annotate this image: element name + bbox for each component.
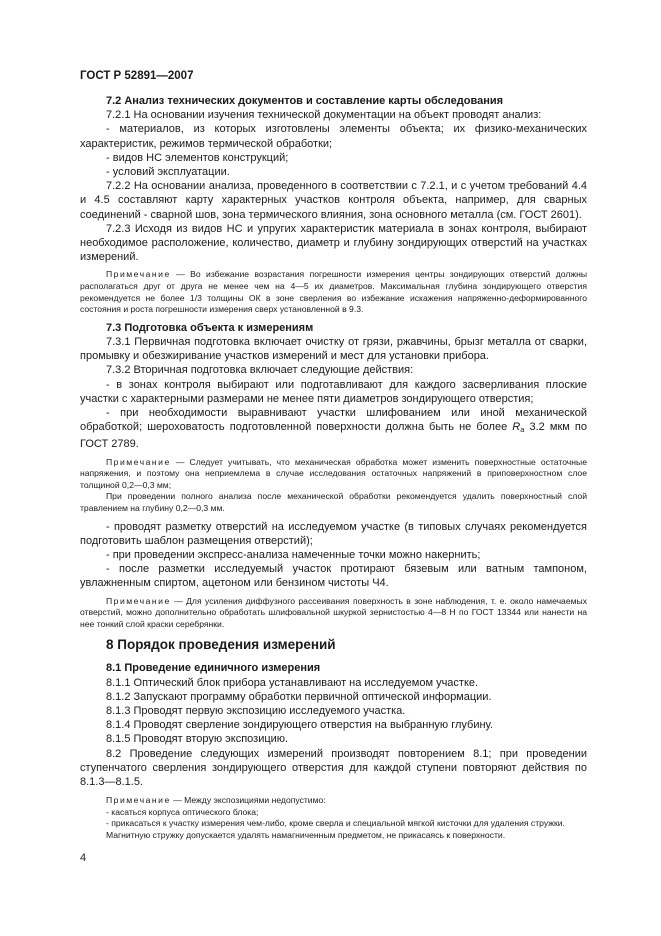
list-item: - материалов, из которых изготовлены элементы объекта; их физико-механических характеристик, режимов термической обработки;	[80, 123, 587, 150]
note-7-3-2	[80, 457, 587, 492]
paragraph-8-1-4: 8.1.4 Проводят сверление зондирующего отверстия на выбранную глубину.	[106, 719, 493, 732]
note-7-2	[80, 269, 587, 315]
list-item: - в зонах контроля выбирают или подготавливают для каждого засверливания плоские участки с характерными размерами не менее пяти диаметров зондирующего отверстия;	[80, 378, 587, 405]
note-text: — Между экспозициями недопустимо:	[170, 795, 326, 806]
list-item: - видов НС элементов конструкций;	[106, 151, 289, 164]
page-content	[80, 94, 587, 842]
list-item-roughness: - при необходимости выравнивают участки шлифованием или иной механической обработкой; шероховатость подготовленной поверхности должна быть не более $R_a$ 3.2 мкм по ГОСТ 2789.	[80, 407, 587, 451]
paragraph-7-2-1: 7.2.1 На основании изучения технической документации на объект проводят анализ:	[106, 109, 542, 122]
section-8-1-heading: 8.1 Проведение единичного измерения	[106, 662, 321, 675]
note-7-3-final	[80, 596, 587, 631]
paragraph-8-1-3: 8.1.3 Проводят первую экспозицию исследуемого участка.	[106, 705, 406, 718]
note-text: — Во избежание возрастания погрешности измерения центры зондирующих отверстий должны располагаться друг от друга не менее чем на 4—5 их диаметров. Максимальная глубина зондирующего отверстия рекомендуется не более 1/3 толщины ОК в зоне сверления во избежание искажения напряженно-деформированного состояния и роста погрешности измерения сверх установленной в 9.3.	[80, 269, 587, 315]
list-item: - при проведении экспресс-анализа намеченные точки можно накернить;	[106, 549, 481, 562]
paragraph-8-1-2: 8.1.2 Запускают программу обработки первичной оптической информации.	[106, 690, 492, 703]
note-list-item: - прикасаться к участку измерения чем-либо, кроме сверла и специальной мягкой кисточки для удаления стружки.	[106, 818, 565, 829]
roughness-symbol: R	[512, 421, 521, 434]
standard-header: ГОСТ Р 52891—2007	[80, 70, 194, 82]
note-text: — Для усиления диффузного рассеивания поверхность в зоне наблюдения, т. е. около намечаемых отверстий, можно дополнительно обработать шлифовальной шкуркой зернистостью 4—8 Н по ГОСТ 13344 или нанести на нее тонкий слой краски серебрянки.	[80, 595, 587, 629]
note-label: Примечание	[106, 269, 171, 280]
paragraph-8-1-5: 8.1.5 Проводят вторую экспозицию.	[106, 733, 289, 746]
list-item: - условий эксплуатации.	[106, 166, 230, 179]
roughness-subscript: a	[520, 425, 525, 435]
note-label: Примечание	[106, 795, 171, 806]
note-label: Примечание	[106, 456, 171, 467]
section-8-heading: 8 Порядок проведения измерений	[106, 637, 336, 653]
page-number: 4	[80, 852, 87, 864]
section-7-2-heading: 7.2 Анализ технических документов и составление карты обследования	[106, 95, 504, 107]
paragraph-7-2-2: 7.2.2 На основании анализа, проведенного в соответствии с 7.2.1, и с учетом требований 4.4 и 4.5 составляют карту характерных участков контроля объекта, например, для сварных соединений - сварной шов, зона термического влияния, зона основного металла (см. ГОСТ 2601).	[80, 180, 587, 221]
note-8	[80, 795, 587, 807]
note-label: Примечание	[106, 595, 171, 606]
paragraph-7-2-3: 7.2.3 Исходя из видов НС и упругих характеристик материала в зонах контроля, выбирают необходимое расположение, количество, диаметр и глубину зондирующих отверстий на участках измерений.	[80, 222, 587, 264]
list-item: - проводят разметку отверстий на исследуемом участке (в типовых случаях рекомендуется подготовить шаблон размещения отверстий);	[80, 520, 587, 547]
note-list-item: Магнитную стружку допускается удалять намагниченным предметом, не прикасаясь к поверхности.	[106, 830, 506, 841]
paragraph-8-2: 8.2 Проведение следующих измерений производят повторением 8.1; при проведении ступенчатого сверления зондирующего отверстия для каждой ступени повторяют действия по 8.1.3—8.1.5.	[80, 747, 587, 789]
paragraph-7-3-1: 7.3.1 Первичная подготовка включает очистку от грязи, ржавчины, брызг металла от сварки, промывку и обезжиривание участков измерений и мест для установки прибора.	[80, 336, 587, 363]
paragraph-8-1-1: 8.1.1 Оптический блок прибора устанавливают на исследуемом участке.	[106, 676, 479, 689]
section-7-3-heading: 7.3 Подготовка объекта к измерениям	[106, 321, 314, 334]
list-item: - после разметки исследуемый участок протирают бязевым или ватным тампоном, увлажненным спиртом, ацетоном или бензином чистоты Ч4.	[80, 563, 587, 590]
note-list-item: - касаться корпуса оптического блока;	[106, 806, 259, 817]
paragraph-7-3-2: 7.3.2 Вторичная подготовка включает следующие действия:	[106, 364, 414, 377]
note-7-3-2-continued: При проведении полного анализа после механической обработки рекомендуется удалить поверхностный слой травлением на глубину 0,2—0,3 мм.	[80, 491, 587, 514]
note-text: — Следует учитывать, что механическая обработка может изменить поверхностные остаточные напряжения, и поэтому она неприемлема в случае исследования остаточных напряжений в приповерхностном слое толщиной 0,2—0,3 мм;	[80, 456, 587, 490]
